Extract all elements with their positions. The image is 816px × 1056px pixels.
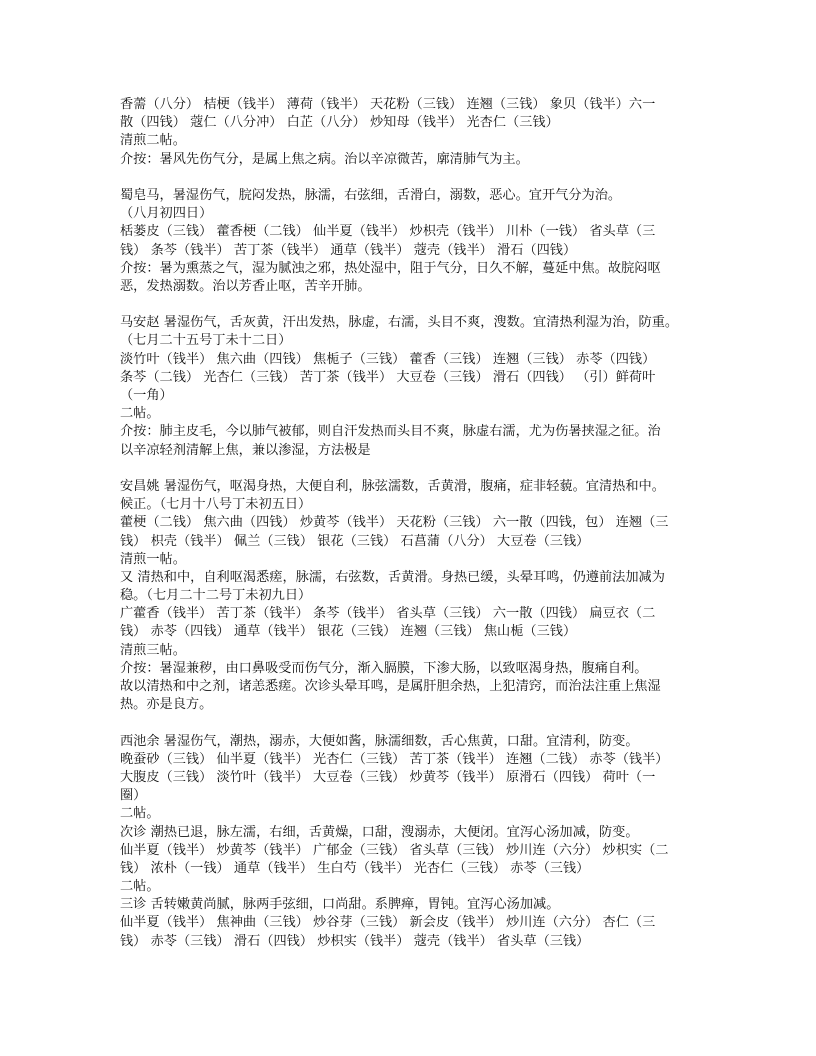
blank-line	[120, 169, 710, 187]
text-line: 西池余 暑湿伤气，潮热，溺赤，大便如酱，脉濡细数，舌心焦黄，口甜。宜清利，防变。	[120, 733, 639, 749]
text-line: 钱） 条芩（钱半） 苦丁茶（钱半） 通草（钱半） 蔻壳（钱半） 滑石（四钱）	[120, 242, 577, 258]
text-line: 散（四钱） 蔻仁（八分冲） 白芷（八分） 炒知母（钱半） 光杏仁（三钱）	[120, 115, 559, 131]
text-line: 仙半夏（钱半） 焦神曲（三钱） 炒谷芽（三钱） 新会皮（钱半） 炒川连（六分） 杏仁（三	[120, 915, 656, 931]
text-line: 热。亦是良方。	[120, 697, 213, 713]
text-line: 圈）	[120, 788, 147, 804]
text-line: 二帖。	[120, 879, 160, 895]
text-line: 栝蒌皮（三钱） 藿香梗（二钱） 仙半夏（钱半） 炒枳壳（钱半） 川朴（一钱） 省头草（三	[120, 224, 656, 240]
text-line: 大腹皮（三钱） 淡竹叶（钱半） 大豆卷（三钱） 炒黄芩（钱半） 原滑石（四钱） 荷叶（一	[120, 769, 656, 785]
text-line: 藿梗（二钱） 焦六曲（四钱） 炒黄芩（钱半） 天花粉（三钱） 六一散（四钱，包） 连翘（三	[120, 515, 669, 531]
text-line: 恶，发热溺数。治以芳香止呕，苦辛开肺。	[120, 278, 371, 294]
text-line: 钱） 浓朴（一钱） 通草（钱半） 生白芍（钱半） 光杏仁（三钱） 赤苓（三钱）	[120, 860, 590, 876]
text-line: 晚蚕砂（三钱） 仙半夏（钱半） 光杏仁（三钱） 苦丁茶（钱半） 连翘（二钱） 赤苓（钱半）	[120, 751, 669, 767]
text-line: 又 清热和中，自利呕渴悉瘥，脉濡，右弦数，舌黄滑。身热已缓，头晕耳鸣，仍遵前法加减为	[120, 569, 665, 585]
text-line: 仙半夏（钱半） 炒黄芩（钱半） 广郁金（三钱） 省头草（三钱） 炒川连（六分） 炒枳实（二	[120, 842, 669, 858]
text-line: 清煎一帖。	[120, 551, 186, 567]
blank-line	[120, 714, 710, 732]
text-line: 稳。（七月二十二号丁未初九日）	[120, 588, 312, 604]
text-line: 安昌姚 暑湿伤气，呕渴身热，大便自利，脉弦濡数，舌黄滑，腹痛，症非轻藐。宜清热和中。	[120, 478, 665, 494]
text-line: 钱） 赤苓（三钱） 滑石（四钱） 炒枳实（钱半） 蔻壳（钱半） 省头草（三钱）	[120, 933, 590, 949]
text-line: 清煎二帖。	[120, 133, 186, 149]
text-line: 钱） 赤苓（四钱） 通草（钱半） 银花（三钱） 连翘（三钱） 焦山栀（三钱）	[120, 624, 577, 640]
text-line: （一角）	[120, 388, 173, 403]
text-line: 候正。（七月十八号丁未初五日）	[120, 497, 312, 513]
text-line: 淡竹叶（钱半） 焦六曲（四钱） 焦栀子（三钱） 藿香（三钱） 连翘（三钱） 赤苓（四钱）	[120, 351, 656, 367]
text-line: 三诊 舌转嫩黄尚腻，脉两手弦细，口尚甜。系脾瘅，胃钝。宜泻心汤加减。	[120, 897, 560, 913]
text-line: 故以清热和中之剂，诸恙悉瘥。次诊头晕耳鸣，是属肝胆余热，上犯清窍，而治法注重上焦湿	[120, 679, 661, 694]
text-line: 香薷（八分） 桔梗（钱半） 薄荷（钱半） 天花粉（三钱） 连翘（三钱） 象贝（钱半）六一	[120, 97, 656, 112]
text-line: 清煎三帖。	[120, 642, 186, 658]
text-line: 介按：肺主皮毛，今以肺气被郁，则自汗发热而头目不爽，脉虚右濡，尤为伤暑挟湿之征。治	[120, 424, 661, 440]
text-line: 次诊 潮热已退，脉左濡，右细，舌黄燥，口甜，溲溺赤，大便闭。宜泻心汤加减，防变。	[120, 824, 639, 840]
blank-line	[120, 296, 710, 314]
text-line: 介按：暑为熏蒸之气，湿为腻浊之邪，热处湿中，阻于气分，日久不解，蔓延中焦。故脘闷呕	[120, 260, 661, 276]
blank-line	[120, 460, 710, 478]
text-line: 介按：暑湿兼秽，由口鼻吸受而伤气分，渐入膈膜，下渗大肠，以致呕渴身热，腹痛自利。	[120, 660, 648, 676]
text-line: 蜀皂马，暑湿伤气，脘闷发热，脉濡，右弦细，舌滑白，溺数，恶心。宜开气分为治。	[120, 187, 622, 203]
text-line: 钱） 枳壳（钱半） 佩兰（三钱） 银花（三钱） 石菖蒲（八分） 大豆卷（三钱）	[120, 533, 590, 549]
document-page	[120, 96, 710, 951]
text-line: 以辛凉轻剂清解上焦，兼以渗湿，方法极是	[120, 442, 371, 458]
text-line: （七月二十五号丁未十二日）	[120, 333, 292, 349]
text-line: 马安赵 暑湿伤气，舌灰黄，汗出发热，脉虚，右濡，头目不爽，溲数。宜清热利湿为治，防重。	[120, 315, 679, 331]
text-line: 广藿香（钱半） 苦丁茶（钱半） 条芩（钱半） 省头草（三钱） 六一散（四钱） 扁豆衣（二	[120, 606, 656, 622]
text-line: 介按：暑风先伤气分，是属上焦之病。治以辛凉微苦，廓清肺气为主。	[120, 151, 529, 167]
text-line: 二帖。	[120, 806, 160, 822]
text-line: （八月初四日）	[120, 206, 213, 222]
text-line: 二帖。	[120, 406, 160, 422]
text-line: 条芩（二钱） 光杏仁（三钱） 苦丁茶（钱半） 大豆卷（三钱） 滑石（四钱） （引）鲜荷叶	[120, 369, 656, 385]
